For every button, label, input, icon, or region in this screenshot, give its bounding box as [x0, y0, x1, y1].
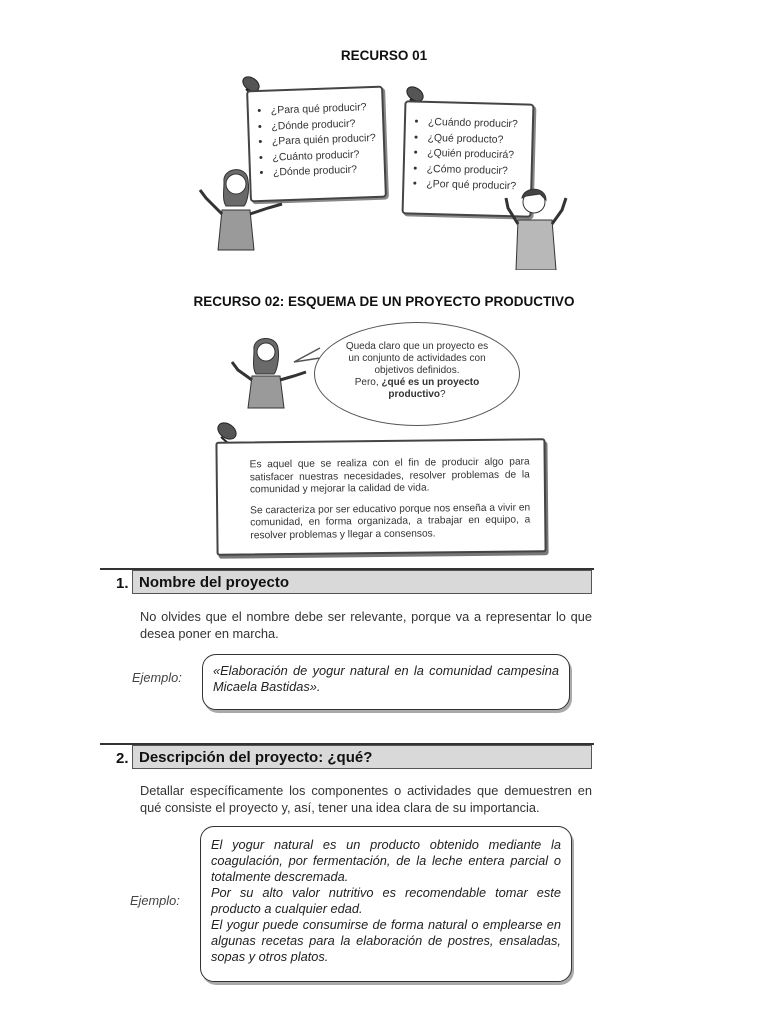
- bubble-text-suffix: ?: [440, 389, 446, 400]
- recurso-02-title: RECURSO 02: ESQUEMA DE UN PROYECTO PRODUCTIVO: [193, 294, 575, 309]
- section-text: No olvides que el nombre debe ser relevante, porque va a representar lo que desea poner en marcha.: [140, 609, 592, 641]
- speech-bubble: [314, 322, 520, 426]
- example-box: «Elaboración de yogur natural en la comunidad campesina Micaela Bastidas».: [202, 654, 570, 710]
- girl-illustration: [194, 160, 290, 252]
- list-item: • ¿Quién producirá?: [427, 146, 531, 164]
- example-box: [200, 826, 572, 982]
- section-heading: Nombre del proyecto: [132, 570, 592, 594]
- bubble-tail: [292, 344, 322, 370]
- boy-illustration: [500, 186, 576, 270]
- list-item: • ¿Cuándo producir?: [428, 115, 532, 133]
- section-number: 2.: [116, 750, 129, 767]
- example-line: El yogur natural es un producto obtenido mediante la coagulación, por fermentación, de la leche entera parcial o totalmente descremada.: [211, 837, 561, 884]
- section-heading: Descripción del proyecto: ¿qué?: [132, 745, 592, 769]
- example-label: Ejemplo:: [132, 670, 182, 685]
- bubble-text: Queda claro que un proyecto es un conjunto de actividades con objetivos definidos.: [345, 341, 489, 376]
- list-item: • ¿Dónde producir?: [271, 115, 382, 134]
- example-line: El yogur puede consumirse de forma natural o emplearse en algunas recetas para la elaboración de postres, ensaladas, sopas y otros platos.: [211, 917, 561, 964]
- list-item: • ¿Qué producto?: [427, 130, 531, 148]
- example-label: Ejemplo:: [130, 893, 180, 908]
- section-text: Detallar específicamente los componentes o actividades que demuestren en qué consiste el proyecto y, así, tener una idea clara de su importancia.: [140, 783, 592, 815]
- section-number: 1.: [116, 575, 129, 592]
- bubble-text-prefix: Pero,: [354, 377, 379, 388]
- list-item: • ¿Cómo producir?: [427, 161, 531, 179]
- girl-illustration: [228, 330, 310, 410]
- bubble-question: ¿qué es un proyecto productivo: [381, 377, 480, 400]
- definition-paragraph: Es aquel que se realiza con el fin de producir algo para satisfacer nuestras necesidades, resolver problemas de la comunidad y mejorar la calidad de vida.: [249, 456, 530, 496]
- list-item: • ¿Para quién producir?: [272, 131, 383, 150]
- list-item: • ¿Dónde producir?: [273, 162, 384, 181]
- list-item: • ¿Por qué producir?: [426, 177, 530, 195]
- definition-note: [215, 438, 546, 555]
- definition-paragraph: Se caracteriza por ser educativo porque nos enseña a vivir en comunidad, en forma organizada, a trabajar en equipo, a resolver problemas y llegar a consensos.: [250, 502, 531, 542]
- list-item: • ¿Para qué producir?: [271, 100, 382, 119]
- list-item: • ¿Cuánto producir?: [272, 146, 383, 165]
- example-line: Por su alto valor nutritivo es recomendable tomar este producto a cualquier edad.: [211, 885, 561, 916]
- recurso-01-title: RECURSO 01: [340, 48, 428, 63]
